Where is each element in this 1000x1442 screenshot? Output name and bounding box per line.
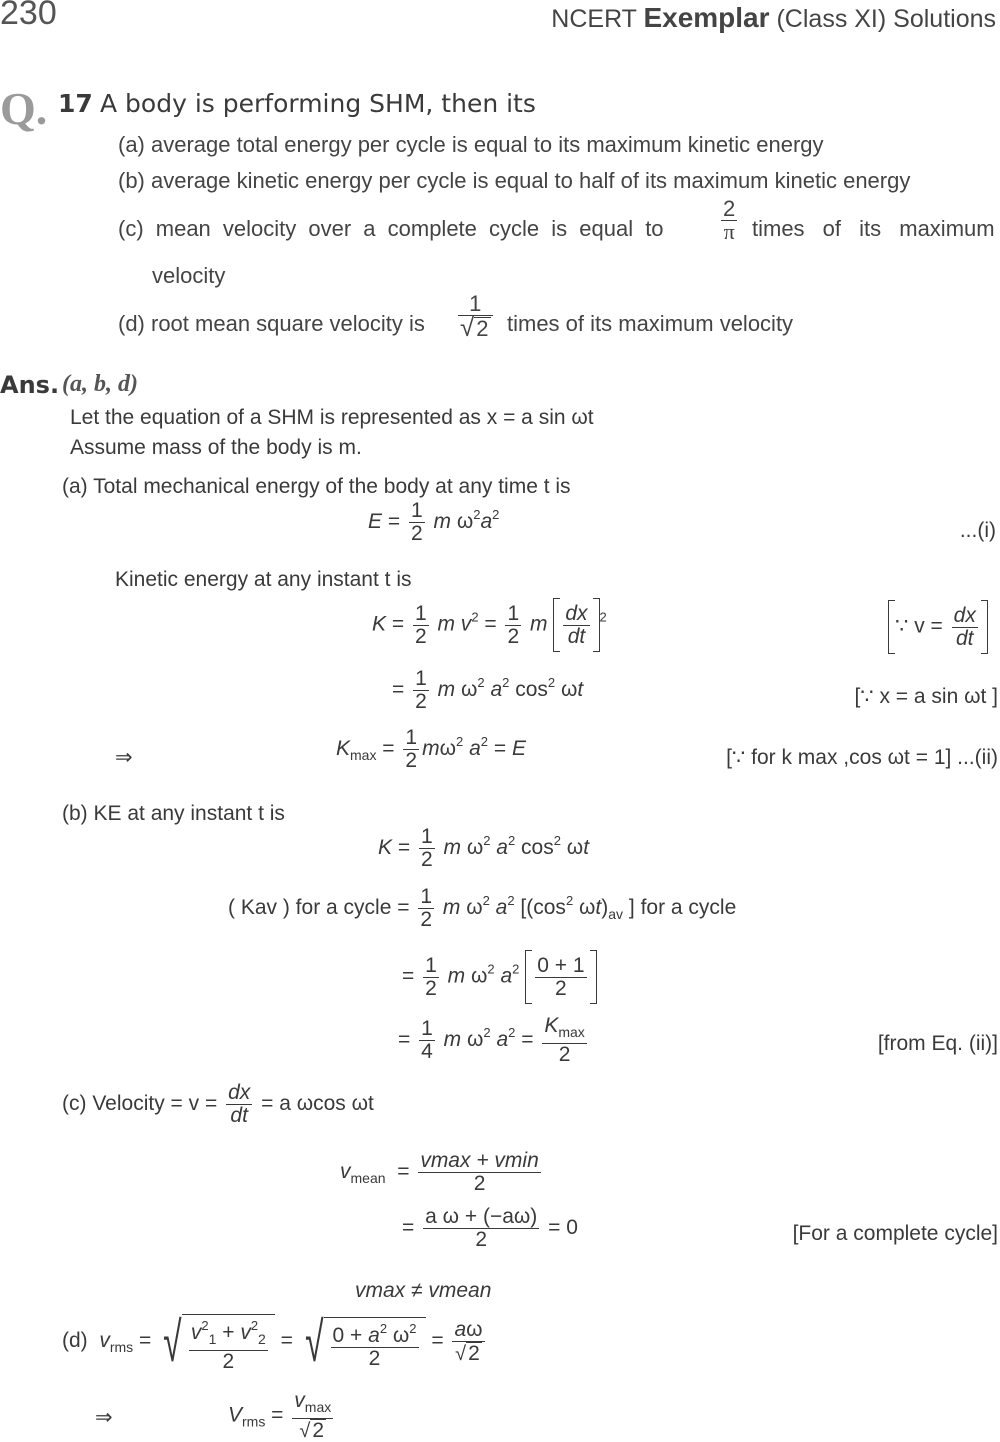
- option-c: (c) mean velocity over a complete cycle is equal to: [118, 216, 664, 241]
- equation-vrms-final: $V_{rms}$ = $\frac{v_{max}}{√2}$: [228, 1389, 332, 1442]
- option-d-tail: times of its maximum velocity: [507, 311, 794, 336]
- part-d-label: (d): [62, 1329, 88, 1353]
- velocity-label: (c) Velocity = v =: [62, 1092, 218, 1116]
- answer-options: (a, b, d): [62, 371, 138, 397]
- equation-kav-3: = $\frac{1}{4}$ m $\omega^2$ $a^2$ = $\frac{K_{max}}{2}$: [398, 1014, 585, 1066]
- option-c-fraction: [718, 198, 740, 243]
- equation-ke-b: K = $\frac{1}{2}$ m $\omega^2$ $a^2$ $\cos^2 \omega t$: [378, 825, 590, 871]
- equation-ke-2: = $\frac{1}{2}$ m $\omega^2$ $a^2$ $\cos^2 \omega t$: [392, 667, 584, 713]
- option-d: (d) root mean square velocity is: [118, 311, 425, 336]
- frac-num: 2: [723, 196, 736, 221]
- book-title-bold: Exemplar: [643, 2, 770, 33]
- frac-den: π: [723, 219, 735, 244]
- vmean-2-numerator: a ω + (−aω): [425, 1205, 538, 1228]
- equation-vrms: (d) $v_{rms}$ = √ $\frac{v^2_1 + v^2_2}{2}$ = √ $\frac{0 + a^2 \omega^2}{2}$ = $\frac{a\omega}{√2}$: [62, 1309, 483, 1373]
- note-v-text: ∵ v =: [895, 614, 943, 638]
- option-b: (b) average kinetic energy per cycle is equal to half of its maximum kinetic energy: [118, 168, 911, 193]
- kav-text: ( Kav ) for a cycle =: [228, 896, 410, 920]
- option-a: (a) average total energy per cycle is equal to its maximum kinetic energy: [118, 132, 824, 157]
- equation-vmean-2: = $\frac{\text{a ω + (−aω)}}{2}$ = 0: [402, 1205, 578, 1251]
- note-from-eq-ii: [from Eq. (ii)]: [877, 1032, 998, 1055]
- eq-number-i: ...(i): [959, 519, 996, 542]
- book-title-suffix: (Class XI) Solutions: [769, 5, 996, 33]
- frac-num: 1: [458, 293, 493, 316]
- velocity-tail: = a ωcos ωt: [261, 1092, 374, 1116]
- arrow-a: ⇒: [115, 746, 133, 769]
- arrow-d: ⇒: [95, 1406, 113, 1429]
- question-stem: A body is performing SHM, then its: [100, 89, 536, 118]
- frac-den: 2: [476, 316, 489, 341]
- answer-intro-1: Let the equation of a SHM is represented as x = a sin ωt: [70, 406, 594, 429]
- equation-kav-2: = $\frac{1}{2}$ m $\omega^2$ $a^2$ $\frac{0 + 1}{2}$: [402, 950, 597, 1004]
- for-cycle-text: for a cycle: [640, 896, 737, 920]
- equation-ke: K = $\frac{1}{2}$ m $v^2$ = $\frac{1}{2}$ m $\frac{dx}{dt}$ $^2$: [372, 598, 607, 652]
- note-kmax: [∵ for k max ,cos ωt = 1] ...(ii): [726, 746, 998, 769]
- part-a-label: (a) Total mechanical energy of the body at any time t is: [62, 475, 571, 498]
- eq-zero: = 0: [548, 1216, 578, 1240]
- note-complete-cycle: [For a complete cycle]: [792, 1222, 998, 1245]
- question-mark: Q.: [0, 83, 48, 134]
- note-x-sin: [∵ x = a sin ωt ]: [854, 685, 998, 708]
- equation-kav: ( Kav ) for a cycle = $\frac{1}{2}$ m $\omega^2$ $a^2$ [($\cos^2$ $\omega t)_{av}$ ] for a cycle: [228, 885, 737, 931]
- option-d-fraction: $\frac{1}{√2}$: [455, 293, 496, 340]
- page-number: 230: [0, 0, 57, 32]
- answer-intro-2: Assume mass of the body is m.: [70, 436, 362, 459]
- book-title: [551, 2, 996, 34]
- option-c-tail: times of its maximum: [752, 216, 995, 241]
- equation-vmean: $v_{mean}$ = $\frac{vmax + vmin}{2}$: [340, 1149, 539, 1195]
- ke-label: Kinetic energy at any instant t is: [115, 568, 412, 591]
- vmean-numerator: vmax + vmin: [420, 1149, 539, 1172]
- equation-total-energy: E = $\frac{1}{2}$ m $\omega^2a^2$: [368, 499, 500, 545]
- answer-label: Ans.: [0, 371, 60, 399]
- equation-velocity: (c) Velocity = v = $\frac{dx}{dt}$ = a ωcos ωt: [62, 1081, 374, 1127]
- part-b-label: (b) KE at any instant t is: [62, 802, 285, 825]
- note-v-dx-dt: ∵ v = $\frac{dx}{dt}$: [888, 600, 988, 654]
- vmax-neq-vmean: vmax ≠ vmean: [355, 1279, 492, 1302]
- question-number: 17: [58, 89, 93, 118]
- equation-kmax: $K_{max}$ = $\frac{1}{2}$ $m\omega^2$ $a^2 = E$: [336, 726, 526, 772]
- book-title-prefix: NCERT: [551, 5, 644, 33]
- option-c-cont: velocity: [152, 263, 226, 288]
